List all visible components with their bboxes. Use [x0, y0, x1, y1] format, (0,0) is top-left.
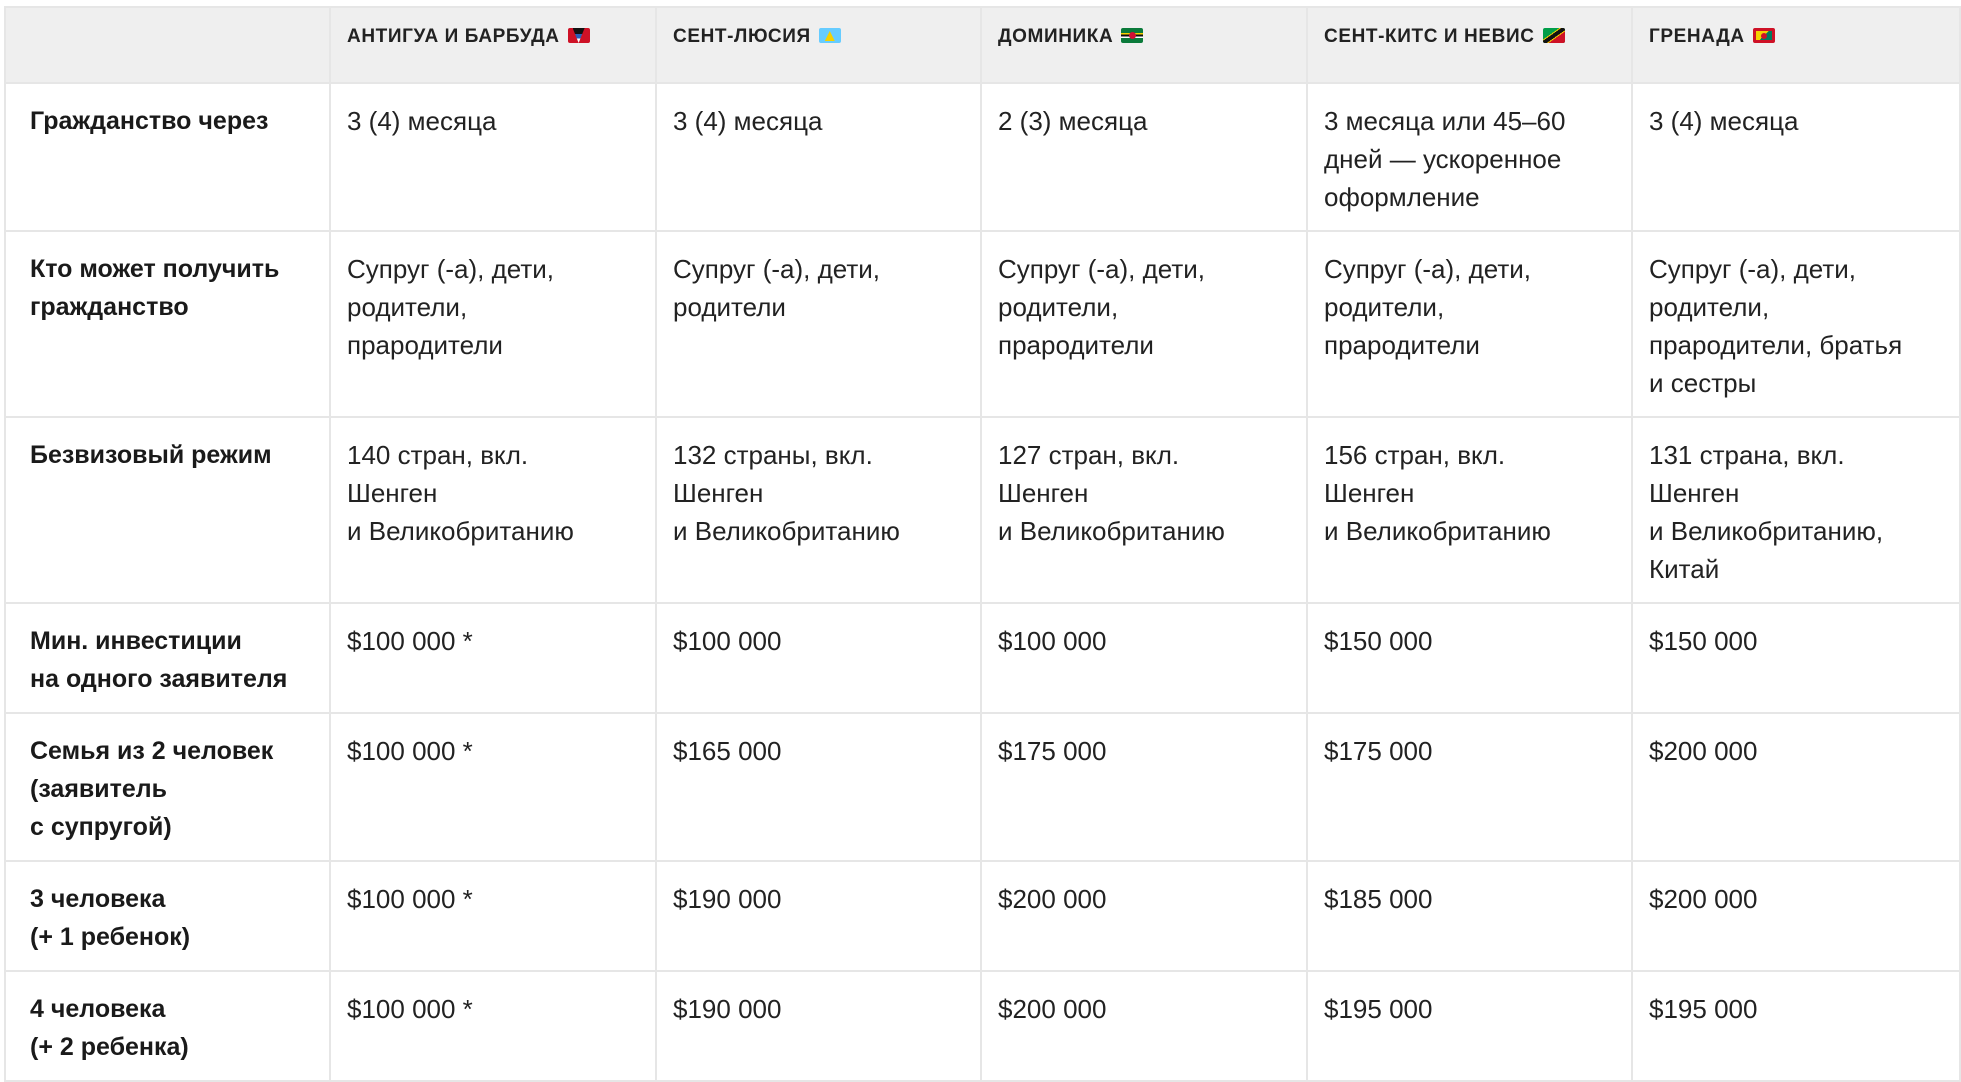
cell-text-line: Супруг (-а), дети, [1649, 254, 1857, 284]
cell-text-line: и сестры [1649, 368, 1757, 398]
row-header-line: (заявитель [30, 775, 168, 803]
cell-grenada [1632, 603, 1960, 713]
cell-text-line: 3 (4) месяца [347, 106, 497, 136]
row-family-of-2 [5, 713, 1960, 861]
country-name: СЕНТ-КИТС И НЕВИС [1324, 26, 1535, 47]
cell-saint-lucia [656, 417, 981, 603]
cell-dominica [981, 603, 1307, 713]
cell-antigua [330, 231, 656, 417]
cell-saint-kitts [1307, 417, 1632, 603]
cell-text-line: прародители [1324, 330, 1480, 360]
header-country-antigua [330, 7, 656, 83]
row-header-line: Семья из 2 человек [30, 737, 274, 765]
row-header-line: гражданство [30, 293, 189, 321]
row-header-cell [5, 231, 330, 417]
cell-text-line: родители, [347, 292, 468, 322]
cell-text-line: 140 стран, вкл. [347, 440, 529, 470]
cell-text-line: $190 000 [673, 884, 782, 914]
saint-lucia-flag-icon [819, 28, 841, 43]
cell-antigua [330, 971, 656, 1081]
row-header-line: 3 человека [30, 885, 166, 913]
cell-antigua [330, 83, 656, 231]
country-name: СЕНТ-ЛЮСИЯ [673, 26, 811, 47]
row-citizenship-time [5, 83, 1960, 231]
citizenship-comparison-table [4, 6, 1961, 1082]
cell-grenada [1632, 713, 1960, 861]
cell-antigua [330, 861, 656, 971]
cell-text-line: Супруг (-а), дети, [1324, 254, 1532, 284]
cell-text-line: Китай [1649, 554, 1720, 584]
cell-text-line: $150 000 [1649, 626, 1758, 656]
row-min-investment [5, 603, 1960, 713]
cell-text-line: Шенген [673, 478, 764, 508]
grenada-flag-icon [1753, 28, 1775, 43]
cell-text-line: Шенген [347, 478, 438, 508]
cell-saint-lucia [656, 971, 981, 1081]
cell-text-line: $165 000 [673, 736, 782, 766]
cell-text-line: 3 месяца или 45–60 [1324, 106, 1566, 136]
cell-text-line: 156 стран, вкл. [1324, 440, 1506, 470]
cell-saint-lucia [656, 603, 981, 713]
row-header-cell [5, 861, 330, 971]
row-header-line: на одного заявителя [30, 665, 288, 693]
cell-grenada [1632, 861, 1960, 971]
antigua-and-barbuda-flag-icon [568, 28, 590, 43]
cell-saint-lucia [656, 83, 981, 231]
cell-text-line: 3 (4) месяца [1649, 106, 1799, 136]
comparison-table-container [4, 6, 1959, 1082]
cell-text-line: 127 стран, вкл. [998, 440, 1180, 470]
cell-text-line: и Великобританию, [1649, 516, 1884, 546]
row-visa-free [5, 417, 1960, 603]
cell-antigua [330, 417, 656, 603]
row-header-line: (+ 2 ребенка) [30, 1033, 189, 1061]
cell-text-line: $190 000 [673, 994, 782, 1024]
cell-text-line: $200 000 [1649, 884, 1758, 914]
cell-grenada [1632, 83, 1960, 231]
cell-text-line: $100 000 * [347, 994, 473, 1024]
cell-text-line: $175 000 [998, 736, 1107, 766]
cell-text-line: оформление [1324, 182, 1480, 212]
cell-text-line: $200 000 [998, 994, 1107, 1024]
cell-text-line: родители, [998, 292, 1119, 322]
row-eligible-relatives [5, 231, 1960, 417]
cell-text-line: родители [673, 292, 786, 322]
cell-text-line: прародители [998, 330, 1154, 360]
cell-text-line: Шенген [998, 478, 1089, 508]
cell-grenada [1632, 417, 1960, 603]
cell-grenada [1632, 231, 1960, 417]
cell-text-line: 132 страны, вкл. [673, 440, 873, 470]
header-corner-cell [5, 7, 330, 83]
cell-text-line: $175 000 [1324, 736, 1433, 766]
row-family-of-3 [5, 861, 1960, 971]
cell-saint-kitts [1307, 231, 1632, 417]
cell-antigua [330, 713, 656, 861]
cell-text-line: $100 000 [998, 626, 1107, 656]
header-country-saint-lucia [656, 7, 981, 83]
cell-text-line: Шенген [1324, 478, 1415, 508]
cell-text-line: Супруг (-а), дети, [347, 254, 555, 284]
cell-text-line: прародители, братья [1649, 330, 1903, 360]
header-country-saint-kitts [1307, 7, 1632, 83]
cell-dominica [981, 231, 1307, 417]
cell-dominica [981, 713, 1307, 861]
cell-text-line: и Великобританию [347, 516, 574, 546]
cell-text-line: $100 000 * [347, 736, 473, 766]
cell-text-line: $100 000 * [347, 884, 473, 914]
cell-text-line: Супруг (-а), дети, [998, 254, 1206, 284]
header-country-dominica [981, 7, 1307, 83]
header-country-grenada [1632, 7, 1960, 83]
cell-text-line: $200 000 [998, 884, 1107, 914]
row-header-cell [5, 83, 330, 231]
cell-antigua [330, 603, 656, 713]
row-header-line: Безвизовый режим [30, 441, 272, 469]
cell-text-line: Супруг (-а), дети, [673, 254, 881, 284]
cell-dominica [981, 83, 1307, 231]
row-header-cell [5, 713, 330, 861]
row-header-cell [5, 417, 330, 603]
cell-saint-lucia [656, 231, 981, 417]
cell-text-line: $100 000 [673, 626, 782, 656]
row-header-cell [5, 603, 330, 713]
cell-saint-lucia [656, 713, 981, 861]
cell-text-line: дней — ускоренное [1324, 144, 1562, 174]
cell-dominica [981, 971, 1307, 1081]
dominica-flag-icon [1121, 28, 1143, 43]
row-header-cell [5, 971, 330, 1081]
row-header-line: Мин. инвестиции [30, 627, 242, 655]
cell-text-line: 3 (4) месяца [673, 106, 823, 136]
row-header-line: с супругой) [30, 813, 172, 841]
cell-saint-lucia [656, 861, 981, 971]
cell-text-line: 2 (3) месяца [998, 106, 1148, 136]
row-header-line: Кто может получить [30, 255, 280, 283]
row-header-line: Гражданство через [30, 107, 269, 135]
cell-text-line: и Великобританию [1324, 516, 1551, 546]
country-name: ГРЕНАДА [1649, 26, 1745, 47]
row-header-line: (+ 1 ребенок) [30, 923, 191, 951]
cell-text-line: 131 страна, вкл. [1649, 440, 1845, 470]
cell-text-line: $195 000 [1649, 994, 1758, 1024]
country-name: ДОМИНИКА [998, 26, 1114, 47]
cell-saint-kitts [1307, 861, 1632, 971]
country-name: АНТИГУА И БАРБУДА [347, 26, 560, 47]
cell-text-line: Шенген [1649, 478, 1740, 508]
cell-text-line: $185 000 [1324, 884, 1433, 914]
cell-saint-kitts [1307, 713, 1632, 861]
cell-saint-kitts [1307, 83, 1632, 231]
cell-text-line: и Великобританию [998, 516, 1225, 546]
cell-text-line: прародители [347, 330, 503, 360]
saint-kitts-and-nevis-flag-icon [1543, 28, 1565, 43]
cell-dominica [981, 417, 1307, 603]
cell-text-line: и Великобританию [673, 516, 900, 546]
cell-text-line: родители, [1324, 292, 1445, 322]
row-family-of-4 [5, 971, 1960, 1081]
cell-saint-kitts [1307, 971, 1632, 1081]
cell-dominica [981, 861, 1307, 971]
cell-saint-kitts [1307, 603, 1632, 713]
table-header-row [5, 7, 1960, 83]
row-header-line: 4 человека [30, 995, 166, 1023]
cell-text-line: $195 000 [1324, 994, 1433, 1024]
cell-text-line: $200 000 [1649, 736, 1758, 766]
cell-text-line: $100 000 * [347, 626, 473, 656]
cell-grenada [1632, 971, 1960, 1081]
cell-text-line: родители, [1649, 292, 1770, 322]
cell-text-line: $150 000 [1324, 626, 1433, 656]
